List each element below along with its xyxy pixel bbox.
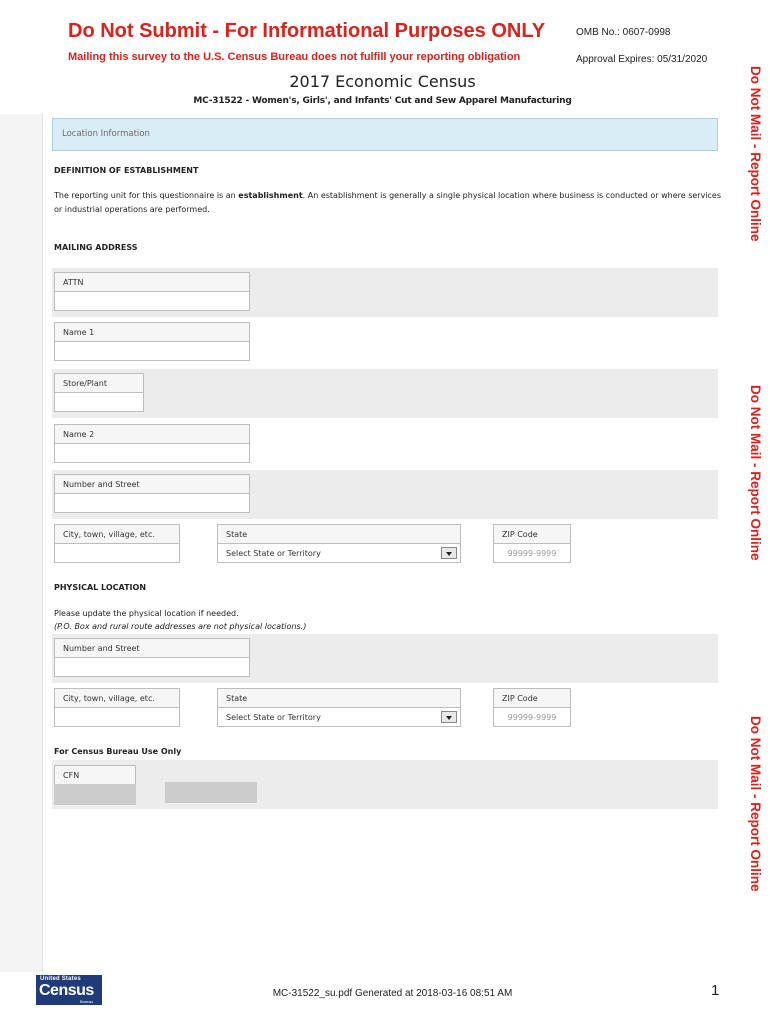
physical-zip-input[interactable]: 99999-9999 (493, 707, 571, 727)
omb-number: OMB No.: 0607-0998 (576, 27, 671, 38)
census-title: 2017 Economic Census (289, 72, 476, 91)
side-banner-top: Do Not Mail - Report Online (748, 66, 763, 242)
warning-subtitle: Mailing this survey to the U.S. Census Bureau does not fulfill your reporting obligation (68, 51, 521, 63)
logo-line3: Bureau (80, 999, 93, 1004)
cfn-input-1 (54, 784, 136, 805)
physical-note: (P.O. Box and rural route addresses are not physical locations.) (54, 622, 307, 631)
definition-text-bold: establishment (238, 191, 303, 200)
zip-label: ZIP Code (493, 524, 571, 544)
cfn-input-2 (165, 782, 257, 803)
physical-state-select[interactable] (217, 707, 461, 727)
physical-location-heading: PHYSICAL LOCATION (54, 583, 147, 592)
name1-input[interactable] (54, 341, 250, 361)
definition-text-line2: or industrial operations are performed. (54, 205, 210, 214)
chevron-down-icon[interactable] (441, 711, 457, 723)
definition-heading: DEFINITION OF ESTABLISHMENT (54, 166, 199, 175)
form-title: MC-31522 - Women's, Girls', and Infants' Cut and Sew Apparel Manufacturing (193, 96, 572, 106)
state-label: State (217, 524, 461, 544)
attn-input[interactable] (54, 291, 250, 311)
store-plant-input[interactable] (54, 392, 144, 412)
name1-label: Name 1 (54, 322, 250, 342)
cfn-row (52, 760, 718, 809)
approval-expiration: Approval Expires: 05/31/2020 (576, 54, 708, 65)
definition-text-start: The reporting unit for this questionnaire is an (54, 191, 239, 200)
census-use-heading: For Census Bureau Use Only (54, 747, 182, 756)
physical-city-input[interactable] (54, 707, 180, 727)
side-banner-middle: Do Not Mail - Report Online (748, 385, 763, 561)
state-select[interactable] (217, 543, 461, 563)
city-input[interactable] (54, 543, 180, 563)
physical-state-select-value: Select State or Territory (226, 713, 321, 722)
street-input[interactable] (54, 493, 250, 513)
section-title: Location Information (62, 129, 150, 139)
footer-generated-text: MC-31522_su.pdf Generated at 2018-03-16 08:51 AM (272, 988, 513, 999)
logo-line2: Census (39, 982, 94, 999)
section-header-location (52, 118, 718, 151)
chevron-down-icon[interactable] (441, 547, 457, 559)
side-banner-bottom: Do Not Mail - Report Online (748, 716, 763, 892)
warning-title: Do Not Submit - For Informational Purposes ONLY (68, 20, 546, 42)
street-label: Number and Street (54, 474, 250, 494)
physical-street-input[interactable] (54, 657, 250, 677)
page-number: 1 (711, 982, 720, 999)
physical-state-label: State (217, 688, 461, 708)
physical-street-label: Number and Street (54, 638, 250, 658)
zip-input[interactable]: 99999-9999 (493, 543, 571, 563)
definition-text-end: . An establishment is generally a single physical location where business is conducted or where services (302, 191, 722, 200)
mailing-address-heading: MAILING ADDRESS (54, 243, 138, 252)
definition-text (54, 189, 724, 217)
physical-zip-label: ZIP Code (493, 688, 571, 708)
name2-label: Name 2 (54, 424, 250, 444)
physical-city-label: City, town, village, etc. (54, 688, 180, 708)
state-select-value: Select State or Territory (226, 549, 321, 558)
physical-instruction: Please update the physical location if needed. (54, 609, 239, 618)
name2-input[interactable] (54, 443, 250, 463)
attn-label: ATTN (54, 272, 250, 292)
logo-line1: United States (40, 976, 81, 982)
store-plant-label: Store/Plant (54, 373, 144, 393)
city-label: City, town, village, etc. (54, 524, 180, 544)
cfn-label: CFN (54, 765, 136, 785)
store-plant-row (52, 369, 718, 418)
